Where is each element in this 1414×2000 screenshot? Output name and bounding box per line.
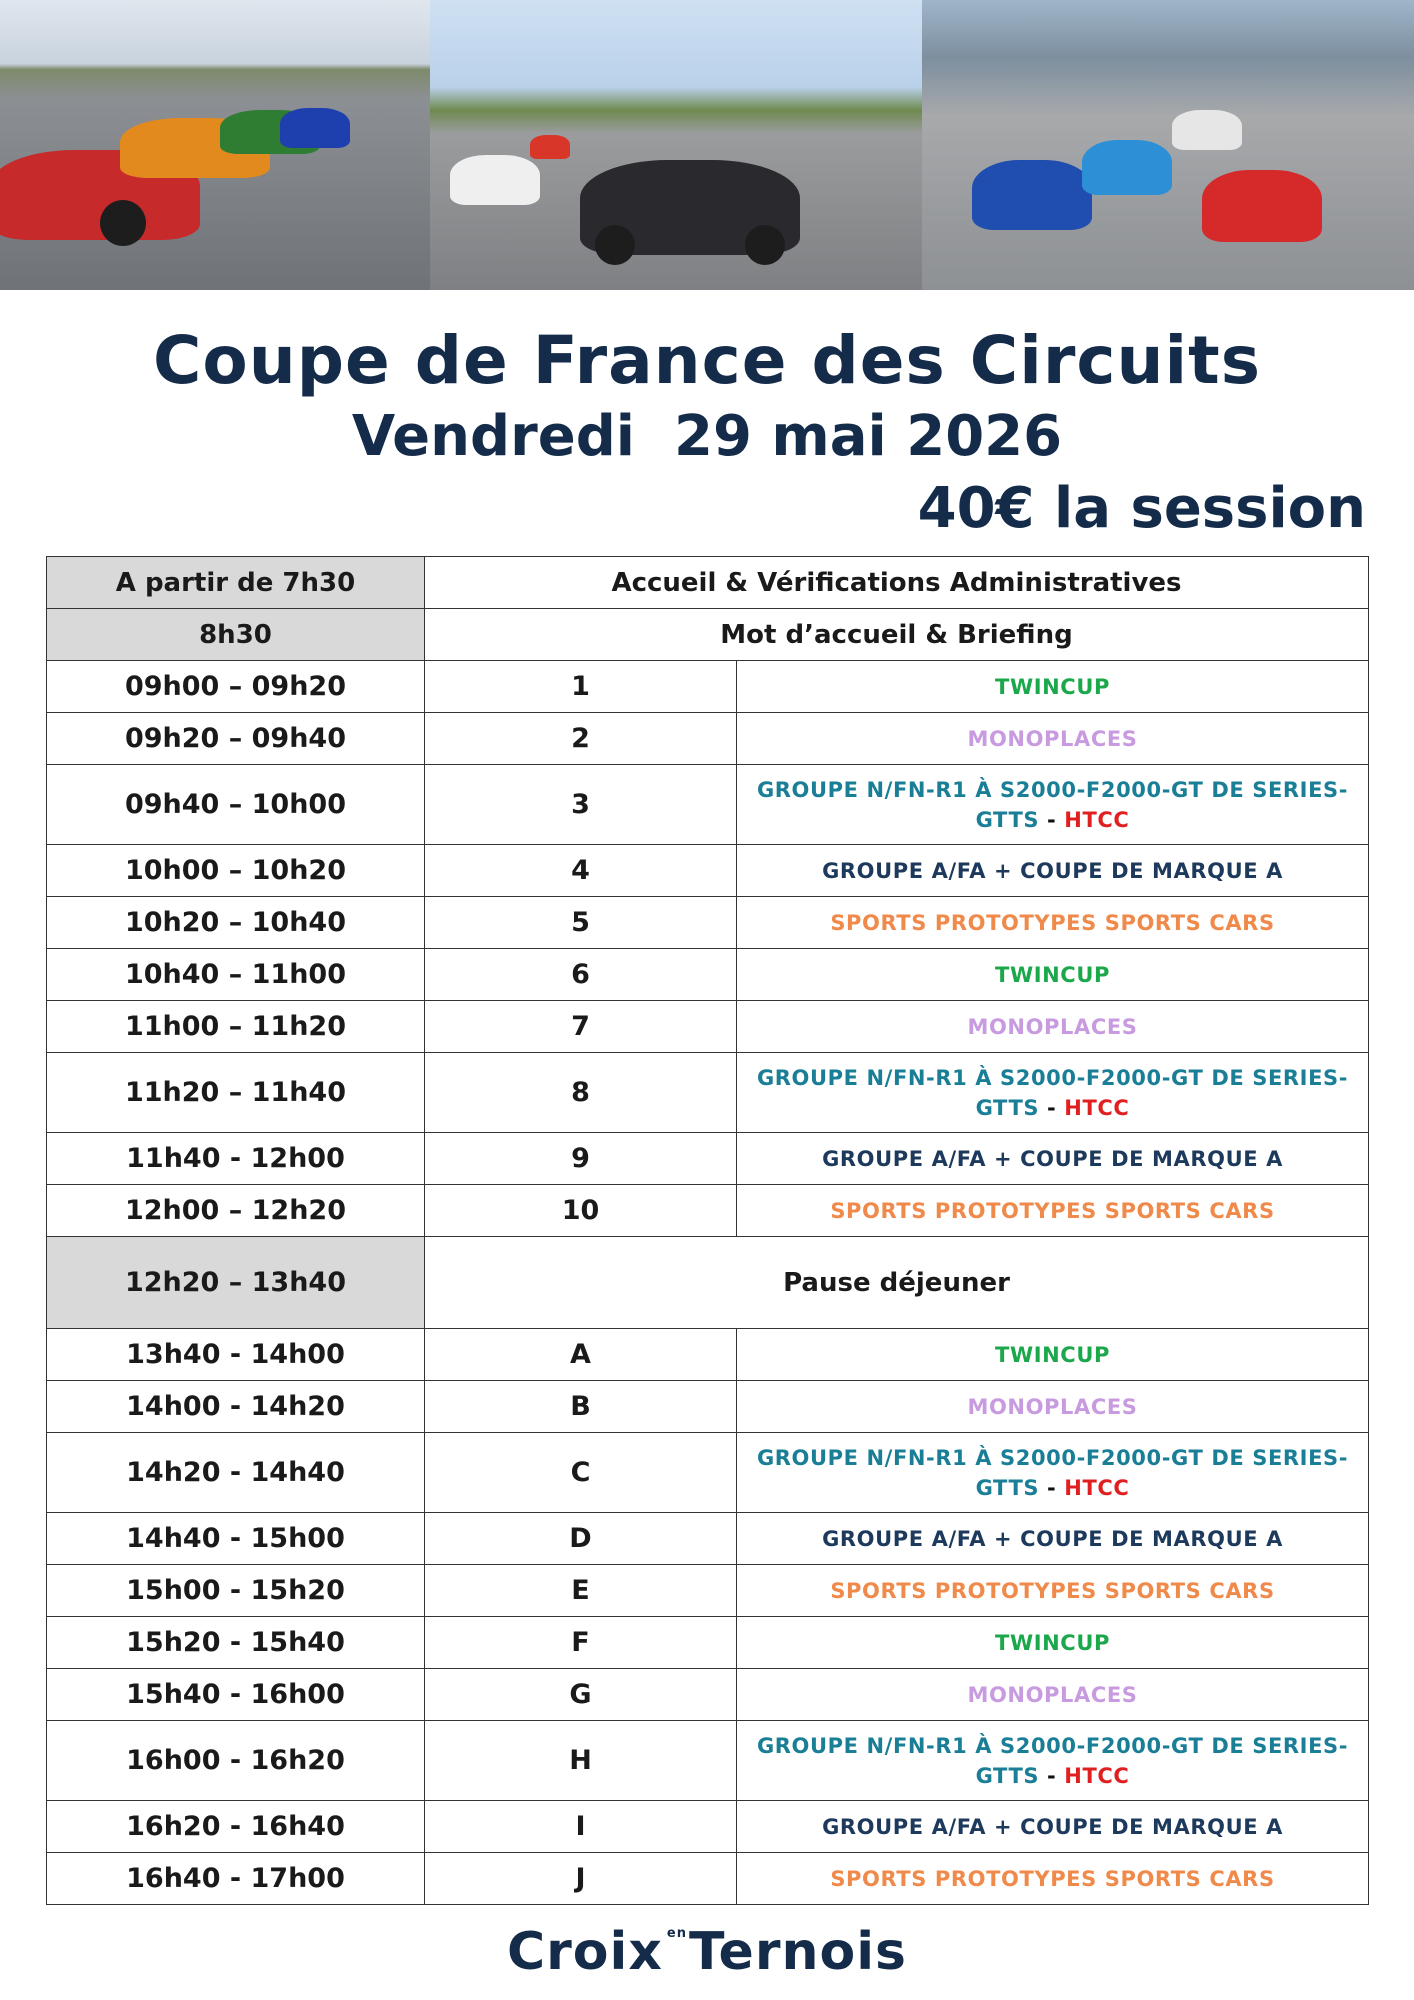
session-number-cell: 9 [425, 1133, 737, 1185]
group-separator: - [1039, 1095, 1065, 1120]
htcc-label: HTCC [1064, 1095, 1130, 1120]
session-number-cell: 10 [425, 1185, 737, 1237]
group-cell [737, 1617, 1369, 1669]
session-number-cell: 3 [425, 765, 737, 845]
circuit-logo [0, 1922, 1414, 1982]
session-number-cell: F [425, 1617, 737, 1669]
group-cell [737, 1001, 1369, 1053]
group-name: GROUPE N/FN-R1 À S2000-F2000-GT DE SERIES-GTTS [756, 777, 1349, 832]
group-name: MONOPLACES [967, 1014, 1138, 1039]
group-cell [737, 949, 1369, 1001]
race-photo-paddock [922, 0, 1414, 290]
session-number-cell: G [425, 1669, 737, 1721]
session-row [47, 1721, 1369, 1801]
race-photo-prototypes [0, 0, 430, 290]
session-number-cell: 4 [425, 845, 737, 897]
lunch-label-cell: Pause déjeuner [425, 1237, 1369, 1329]
time-cell: 8h30 [47, 609, 425, 661]
session-number-cell: B [425, 1381, 737, 1433]
time-cell: 15h00 - 15h20 [47, 1565, 425, 1617]
htcc-label: HTCC [1064, 1475, 1130, 1500]
session-number-cell: D [425, 1513, 737, 1565]
session-row [47, 1433, 1369, 1513]
session-number-cell: E [425, 1565, 737, 1617]
group-name: GROUPE A/FA + COUPE DE MARQUE A [822, 858, 1283, 883]
group-name: GROUPE N/FN-R1 À S2000-F2000-GT DE SERIES-GTTS [756, 1445, 1349, 1500]
session-row [47, 765, 1369, 845]
session-number-cell: H [425, 1721, 737, 1801]
schedule-body [47, 557, 1369, 1905]
session-row [47, 1669, 1369, 1721]
group-cell [737, 897, 1369, 949]
session-row [47, 845, 1369, 897]
session-row [47, 713, 1369, 765]
logo-small-en: en [666, 1926, 687, 1941]
time-cell: 11h00 – 11h20 [47, 1001, 425, 1053]
group-name: TWINCUP [995, 674, 1110, 699]
group-name: GROUPE N/FN-R1 À S2000-F2000-GT DE SERIES-GTTS [756, 1065, 1349, 1120]
time-cell: 16h20 - 16h40 [47, 1801, 425, 1853]
time-cell: 10h20 – 10h40 [47, 897, 425, 949]
session-row [47, 1565, 1369, 1617]
group-cell [737, 1329, 1369, 1381]
time-cell: 10h00 – 10h20 [47, 845, 425, 897]
time-cell: 14h00 - 14h20 [47, 1381, 425, 1433]
htcc-label: HTCC [1064, 1763, 1130, 1788]
group-name: MONOPLACES [967, 1682, 1138, 1707]
group-cell [737, 1801, 1369, 1853]
session-row [47, 1513, 1369, 1565]
session-number-cell: 5 [425, 897, 737, 949]
group-separator: - [1039, 1475, 1065, 1500]
time-cell: 12h20 – 13h40 [47, 1237, 425, 1329]
time-cell: 11h20 – 11h40 [47, 1053, 425, 1133]
time-cell: 15h40 - 16h00 [47, 1669, 425, 1721]
time-cell: 16h40 - 17h00 [47, 1853, 425, 1905]
event-label-cell: Accueil & Vérifications Administratives [425, 557, 1369, 609]
group-cell [737, 765, 1369, 845]
session-row [47, 1617, 1369, 1669]
group-cell [737, 1381, 1369, 1433]
schedule-table [46, 556, 1369, 1905]
race-photo-gt [430, 0, 922, 290]
session-number-cell: A [425, 1329, 737, 1381]
session-number-cell: 6 [425, 949, 737, 1001]
group-cell [737, 661, 1369, 713]
session-row [47, 1133, 1369, 1185]
group-name: GROUPE A/FA + COUPE DE MARQUE A [822, 1146, 1283, 1171]
group-name: GROUPE N/FN-R1 À S2000-F2000-GT DE SERIES-GTTS [756, 1733, 1349, 1788]
session-number-cell: J [425, 1853, 737, 1905]
group-cell [737, 1053, 1369, 1133]
time-cell: 09h40 – 10h00 [47, 765, 425, 845]
session-row [47, 1381, 1369, 1433]
time-cell: 10h40 – 11h00 [47, 949, 425, 1001]
intro-row [47, 609, 1369, 661]
group-cell [737, 1565, 1369, 1617]
htcc-label: HTCC [1064, 807, 1130, 832]
session-row [47, 1329, 1369, 1381]
group-cell [737, 1133, 1369, 1185]
intro-row [47, 557, 1369, 609]
time-cell: 15h20 - 15h40 [47, 1617, 425, 1669]
time-cell: 13h40 - 14h00 [47, 1329, 425, 1381]
group-name: MONOPLACES [967, 1394, 1138, 1419]
group-name: TWINCUP [995, 1342, 1110, 1367]
group-name: GROUPE A/FA + COUPE DE MARQUE A [822, 1814, 1283, 1839]
lunch-row [47, 1237, 1369, 1329]
group-name: SPORTS PROTOTYPES SPORTS CARS [830, 1578, 1275, 1603]
session-row [47, 1053, 1369, 1133]
group-cell [737, 1433, 1369, 1513]
photo-banner [0, 0, 1414, 290]
session-number-cell: 1 [425, 661, 737, 713]
session-number-cell: I [425, 1801, 737, 1853]
session-row [47, 661, 1369, 713]
group-cell [737, 1513, 1369, 1565]
group-cell [737, 1669, 1369, 1721]
group-name: GROUPE A/FA + COUPE DE MARQUE A [822, 1526, 1283, 1551]
time-cell: 12h00 – 12h20 [47, 1185, 425, 1237]
group-name: MONOPLACES [967, 726, 1138, 751]
time-cell: A partir de 7h30 [47, 557, 425, 609]
group-separator: - [1039, 807, 1065, 832]
time-cell: 09h00 – 09h20 [47, 661, 425, 713]
session-row [47, 1801, 1369, 1853]
session-number-cell: 2 [425, 713, 737, 765]
event-date: Vendredi 29 mai 2026 [351, 404, 1063, 469]
time-cell: 14h40 - 15h00 [47, 1513, 425, 1565]
time-cell: 11h40 - 12h00 [47, 1133, 425, 1185]
session-number-cell: 7 [425, 1001, 737, 1053]
time-cell: 09h20 – 09h40 [47, 713, 425, 765]
group-cell [737, 1721, 1369, 1801]
time-cell: 16h00 - 16h20 [47, 1721, 425, 1801]
group-name: SPORTS PROTOTYPES SPORTS CARS [830, 910, 1275, 935]
session-number-cell: C [425, 1433, 737, 1513]
session-row [47, 897, 1369, 949]
group-cell [737, 1853, 1369, 1905]
group-cell [737, 713, 1369, 765]
group-name: TWINCUP [995, 1630, 1110, 1655]
session-number-cell: 8 [425, 1053, 737, 1133]
event-label-cell: Mot d’accueil & Briefing [425, 609, 1369, 661]
group-name: TWINCUP [995, 962, 1110, 987]
time-cell: 14h20 - 14h40 [47, 1433, 425, 1513]
logo-word-croix: Croix [507, 1922, 663, 1982]
logo-word-ternois: Ternois [688, 1922, 907, 1982]
session-row [47, 1001, 1369, 1053]
group-cell [737, 1185, 1369, 1237]
group-name: SPORTS PROTOTYPES SPORTS CARS [830, 1866, 1275, 1891]
session-row [47, 1185, 1369, 1237]
session-row [47, 949, 1369, 1001]
group-name: SPORTS PROTOTYPES SPORTS CARS [830, 1198, 1275, 1223]
group-separator: - [1039, 1763, 1065, 1788]
group-cell [737, 845, 1369, 897]
session-price: 40€ la session [917, 476, 1366, 541]
session-row [47, 1853, 1369, 1905]
page-title: Coupe de France des Circuits [153, 322, 1261, 399]
